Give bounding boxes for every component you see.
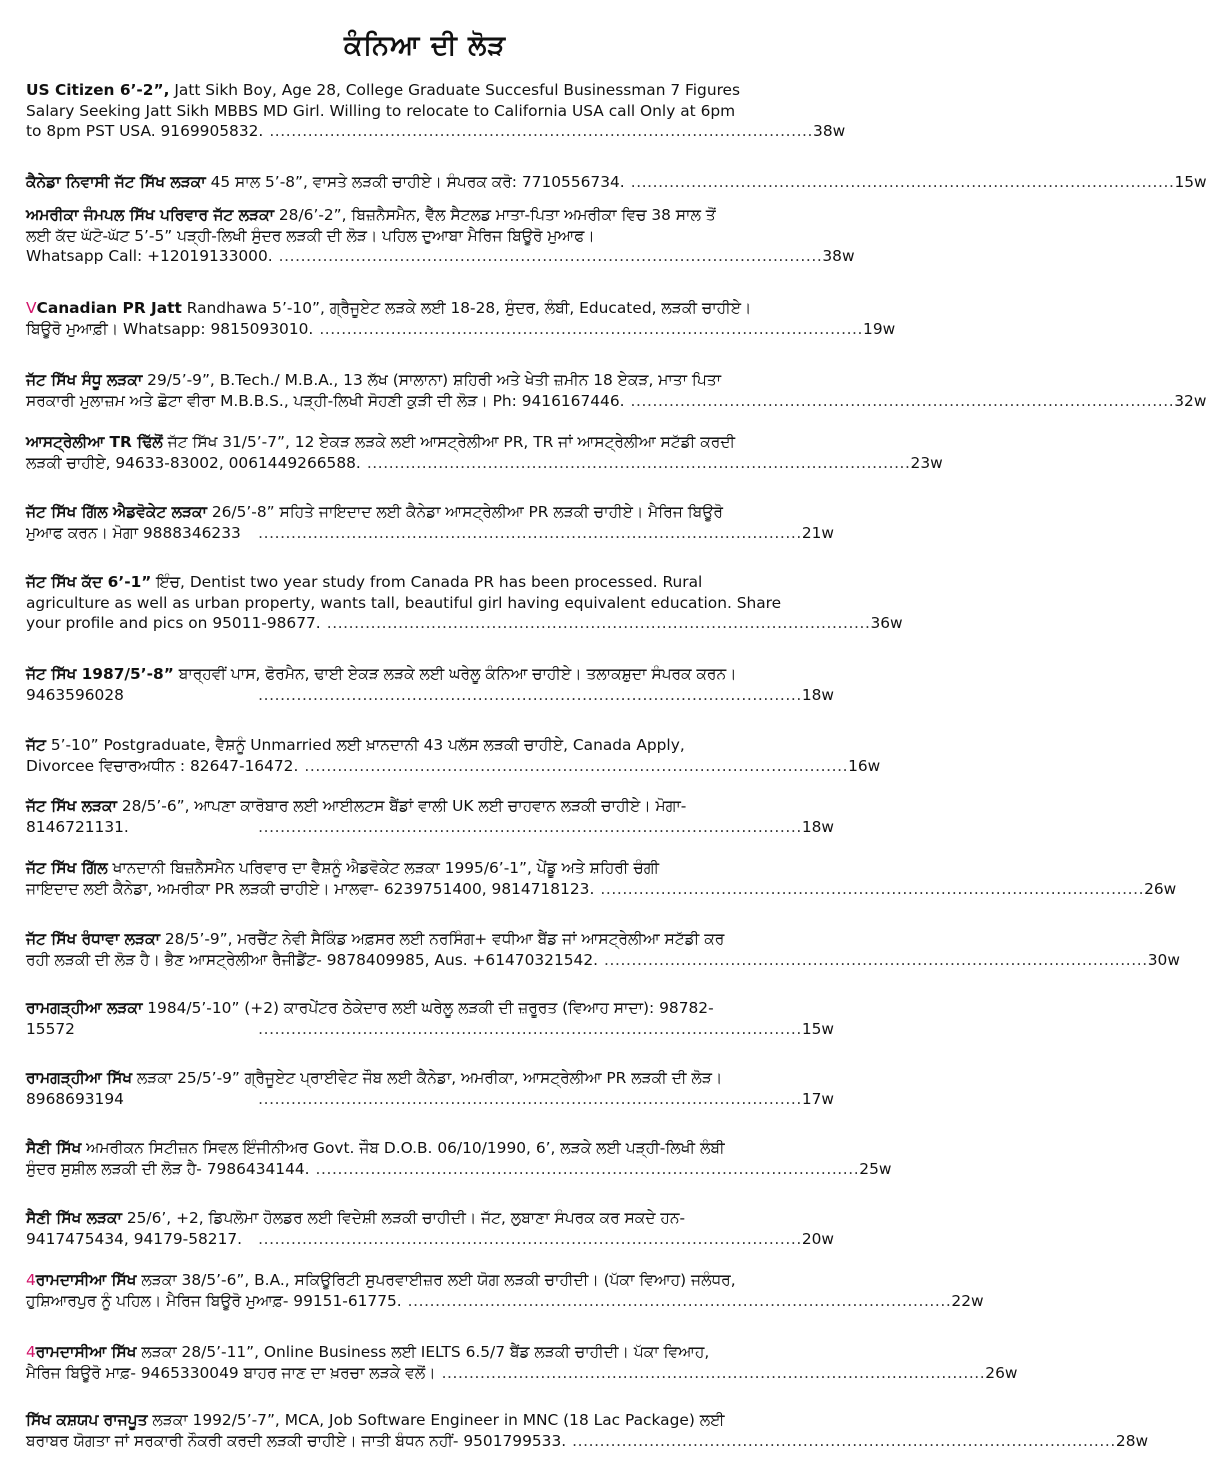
ad-line xyxy=(26,101,834,122)
ad-code: 15w xyxy=(801,1019,834,1038)
ad-marker: V xyxy=(26,299,37,317)
dot-leader: ................................................................................................... xyxy=(600,879,1145,898)
dot-leader: ................................................................................................... xyxy=(278,247,823,265)
ad-line xyxy=(26,613,903,634)
ad-line-text xyxy=(26,1271,736,1289)
classified-ad xyxy=(26,735,881,776)
ad-body-text: 28/5’-9”, ਮਰਚੈਂਟ ਨੇਵੀ ਸੈਕਿੰਡ ਅਫ਼ਸਰ ਲਈ ਨਰਸਿੰਗ+ ਵਧੀਆ ਬੈਂਡ ਜਾਂ ਆਸਟ੍ਰੇਲੀਆ ਸਟੱਡੀ ਕਰ xyxy=(159,930,725,948)
ad-heading: ਸਿੱਖ ਕਸ਼ਯਪ ਰਾਜਪੂਤ xyxy=(26,1411,148,1429)
page-title: ਕੰਨਿਆ ਦੀ ਲੋੜ xyxy=(343,30,507,61)
ad-body-text: ਇੰਚ, Dentist two year study from Canada PR has been processed. Rural xyxy=(151,573,703,591)
classified-ad xyxy=(26,1068,834,1109)
ad-line xyxy=(26,1138,834,1159)
classified-ad xyxy=(26,172,1207,193)
ad-line xyxy=(26,432,834,453)
ad-line xyxy=(26,453,943,474)
ad-body-text: 8968693194 xyxy=(26,1089,124,1108)
ad-line xyxy=(26,246,855,267)
ad-line xyxy=(26,298,834,319)
ad-code: 21w xyxy=(801,523,834,542)
ad-line xyxy=(26,1208,834,1229)
ad-line-text xyxy=(26,433,735,451)
ad-heading: ਜੱਟ ਸਿੱਖ 1987/5’-8” xyxy=(26,665,174,683)
dot-leader: ................................................................................................... xyxy=(630,173,1175,191)
ad-line-text xyxy=(26,613,321,634)
ad-body-text: 25/6’, +2, ਡਿਪਲੋਮਾ ਹੋਲਡਰ ਲਈ ਵਿਦੇਸ਼ੀ ਲੜਕੀ ਚਾਹੀਦੀ। ਜੱਟ, ਲੁਬਾਣਾ ਸੰਪਰਕ ਕਰ ਸਕਦੇ ਹਨ- xyxy=(121,1209,686,1227)
ad-line-text xyxy=(26,573,702,591)
ad-code: 23w xyxy=(910,453,943,472)
ad-line xyxy=(26,319,896,340)
ad-heading: ਜੱਟ ਸਿੱਖ ਲੜਕਾ xyxy=(26,797,117,815)
ad-body-text: ਬਾਰ੍ਹਵੀਂ ਪਾਸ, ਫੋਰਮੈਨ, ਢਾਈ ਏਕੜ ਲੜਕੇ ਲਈ ਘਰੇਲੂ ਕੰਨਿਆ ਚਾਹੀਏ। ਤਲਾਕਸ਼ੁਦਾ ਸੰਪਰਕ ਕਰਨ। xyxy=(173,665,737,683)
ad-marker: 4 xyxy=(26,1271,36,1289)
ad-marker: 4 xyxy=(26,1343,36,1361)
ad-line-text xyxy=(26,797,686,815)
ad-line-text xyxy=(26,817,129,838)
classified-ad xyxy=(26,1208,834,1249)
ad-line xyxy=(26,950,1180,971)
ad-code: 26w xyxy=(1144,879,1177,898)
ad-body-text: ਖਾਨਦਾਨੀ ਬਿਜ਼ਨੈਸਮੈਨ ਪਰਿਵਾਰ ਦਾ ਵੈਸ਼ਨੂੰ ਐਡਵੋਕੇਟ ਲੜਕਾ 1995/6’-1”, ਪੇਂਡੂ ਅਤੇ ਸ਼ਹਿਰੀ ਚੰਗੀ xyxy=(107,859,660,877)
ad-line xyxy=(26,685,834,706)
ad-body-text: ਲੜਕਾ 1992/5’-7”, MCA, Job Software Engineer in MNC (18 Lac Package) ਲਈ xyxy=(147,1411,725,1429)
ad-line-text xyxy=(26,1411,724,1429)
ad-body-text: Whatsapp Call: +12019133000. xyxy=(26,247,273,265)
ad-heading: ਕੈਨੇਡਾ ਨਿਵਾਸੀ ਜੱਟ ਸਿੱਖ ਲੜਕਾ xyxy=(26,173,206,191)
ad-line-text xyxy=(26,523,241,544)
ad-line-text xyxy=(26,453,361,474)
dot-leader: ................................................................................................... xyxy=(269,122,814,140)
ad-line xyxy=(26,998,834,1019)
classified-ad xyxy=(26,370,1207,411)
ad-line-text xyxy=(26,1209,685,1227)
ad-line-text xyxy=(26,1291,402,1312)
ad-heading: Canadian PR Jatt xyxy=(36,299,182,317)
classified-ad xyxy=(26,998,834,1039)
ad-line xyxy=(26,370,834,391)
classified-ad xyxy=(26,1342,1018,1383)
ad-code: 38w xyxy=(813,122,846,140)
ad-code: 15w xyxy=(1174,173,1207,191)
ad-line xyxy=(26,172,1207,193)
ad-line-text xyxy=(26,1139,725,1157)
classified-ad xyxy=(26,664,834,705)
ad-body-text: 8146721131. xyxy=(26,817,129,836)
classified-ad xyxy=(26,572,903,634)
dot-leader: ................................................................................................... xyxy=(326,614,871,632)
ad-body-text: 9417475434, 94179-58217. xyxy=(26,1229,243,1248)
ad-line xyxy=(26,1159,892,1180)
ad-code: 22w xyxy=(951,1291,984,1310)
dot-leader: ................................................................................................... xyxy=(366,453,911,472)
ad-line-text xyxy=(26,685,124,706)
ad-line xyxy=(26,817,834,838)
dot-leader: ................................................................................................... xyxy=(407,1291,952,1310)
ad-line-text xyxy=(26,319,313,340)
ad-line-text xyxy=(26,594,781,612)
ad-heading: ਰਾਮਗੜ੍ਹੀਆ ਸਿੱਖ xyxy=(26,1069,132,1087)
ad-code: 18w xyxy=(801,817,834,836)
ad-code: 25w xyxy=(859,1159,892,1178)
ad-code: 26w xyxy=(985,1363,1018,1382)
ad-line-text xyxy=(26,299,751,317)
ad-line xyxy=(26,664,834,685)
ad-line-text xyxy=(26,172,625,193)
ad-line-text xyxy=(26,930,724,948)
ad-heading: ਸੈਣੀ ਸਿੱਖ ਲੜਕਾ xyxy=(26,1209,122,1227)
ad-heading: ਜੱਟ ਸਿੱਖ ਸੰਧੂ ਲੜਕਾ xyxy=(26,371,143,389)
dot-leader: ................................................................................................... xyxy=(441,1363,986,1382)
ad-heading: ਸੈਣੀ ਸਿੱਖ xyxy=(26,1139,82,1157)
ad-line-text xyxy=(26,206,716,224)
ad-line-text xyxy=(26,1229,242,1250)
ad-line xyxy=(26,121,846,142)
ad-code: 19w xyxy=(863,319,896,338)
ad-line xyxy=(26,858,834,879)
ad-line-text xyxy=(26,227,595,245)
classified-ad xyxy=(26,1410,1149,1451)
ad-line xyxy=(26,593,834,614)
ad-body-text: Salary Seeking Jatt Sikh MBBS MD Girl. Willing to relocate to California USA call Only at 6pm xyxy=(26,101,736,120)
ad-body-text: 28/6’-2”, ਬਿਜ਼ਨੈਸਮੈਨ, ਵੈੱਲ ਸੈਟਲਡ ਮਾਤਾ-ਪਿਤਾ ਅਮਰੀਕਾ ਵਿਚ 38 ਸਾਲ ਤੋਂ xyxy=(273,206,716,224)
ad-body-text: ਲੜਕਾ 28/5’-11”, Online Business ਲਈ IELTS 6.5/7 ਬੈਂਡ ਲੜਕੀ ਚਾਹੀਦੀ। ਪੱਕਾ ਵਿਆਹ, xyxy=(136,1343,710,1361)
ad-code: 28w xyxy=(1115,1431,1149,1450)
ad-line-text xyxy=(26,1069,722,1087)
ad-line xyxy=(26,205,834,226)
ad-line xyxy=(26,796,834,817)
ad-body-text: 5’-10” Postgraduate, ਵੈਸ਼ਨੂੰ Unmarried ਲਈ ਖ਼ਾਨਦਾਨੀ 43 ਪਲੱਸ ਲੜਕੀ ਚਾਹੀਏ, Canada Apply, xyxy=(45,736,685,754)
ad-body-text: ਲੜਕਾ 38/5’-6”, B.A., ਸਕਿਊਰਿਟੀ ਸੁਪਰਵਾਈਜ਼ਰ ਲਈ ਯੋਗ ਲੜਕੀ ਚਾਹੀਦੀ। (ਪੱਕਾ ਵਿਆਹ) ਜਲੰਧਰ, xyxy=(136,1271,736,1289)
ad-line xyxy=(26,929,834,950)
ad-line xyxy=(26,1410,834,1431)
ad-line-text xyxy=(26,391,625,412)
ad-line-text xyxy=(26,371,721,389)
classified-ad xyxy=(26,298,896,339)
ad-heading: ਜੱਟ ਸਿੱਖ ਕੱਦ 6’-1” xyxy=(26,573,152,591)
ad-body-text: 15572 xyxy=(26,1019,75,1038)
ad-line-text xyxy=(26,1363,436,1384)
dot-leader: ................................................................................................... xyxy=(630,391,1175,410)
ad-line-text xyxy=(26,246,273,267)
ad-body-text: Divorcee ਵਿਚਾਰਅਧੀਨ : 82647-16472. xyxy=(26,756,299,775)
dot-leader: ................................................................................................... xyxy=(258,1089,802,1108)
ad-line-text xyxy=(26,121,263,142)
ad-code: 30w xyxy=(1147,950,1180,969)
classified-ad xyxy=(26,1270,984,1311)
ad-code: 32w xyxy=(1174,391,1207,410)
ad-line xyxy=(26,226,834,247)
ad-line-text xyxy=(26,950,598,971)
dot-leader: ................................................................................................... xyxy=(258,1019,802,1038)
ad-line xyxy=(26,1363,1018,1384)
ad-heading: ਰਾਮਦਾਸੀਆ ਸਿੱਖ xyxy=(35,1343,137,1361)
ad-line xyxy=(26,502,834,523)
ad-code: 18w xyxy=(801,685,834,704)
ad-heading: ਜੱਟ ਸਿੱਖ ਗਿੱਲ ਐਡਵੋਕੇਟ ਲੜਕਾ xyxy=(26,503,207,521)
ad-body-text: to 8pm PST USA. 9169905832. xyxy=(26,122,264,140)
ad-line-text xyxy=(26,879,594,900)
ad-code: 36w xyxy=(870,614,903,632)
ad-body-text: Randhawa 5’-10”, ਗ੍ਰੈਜੂਏਟ ਲੜਕੇ ਲਈ 18-28, ਸੁੰਦਰ, ਲੰਬੀ, Educated, ਲੜਕੀ ਚਾਹੀਏ। xyxy=(181,299,752,317)
ad-body-text: ਸਰਕਾਰੀ ਮੁਲਾਜ਼ਮ ਅਤੇ ਛੋਟਾ ਵੀਰਾ M.B.B.S., ਪੜ੍ਹੀ-ਲਿਖੀ ਸੋਹਣੀ ਕੁੜੀ ਦੀ ਲੋੜ। Ph: 9416167446. xyxy=(26,391,625,410)
ad-line xyxy=(26,1270,834,1291)
classified-ad xyxy=(26,205,855,267)
ad-line-text xyxy=(26,1089,124,1110)
ad-body-text: ਲੜਕੀ ਚਾਹੀਏ, 94633-83002, 0061449266588. xyxy=(26,453,361,472)
ad-code: 16w xyxy=(848,756,881,775)
ad-body-text: ਜੱਟ ਸਿੱਖ 31/5’-7”, 12 ਏਕੜ ਲੜਕੇ ਲਈ ਆਸਟ੍ਰੇਲੀਆ PR, TR ਜਾਂ ਆਸਟ੍ਰੇਲੀਆ ਸਟੱਡੀ ਕਰਦੀ xyxy=(162,433,736,451)
ad-line xyxy=(26,523,834,544)
ad-body-text: 28/5’-6”, ਆਪਣਾ ਕਾਰੋਬਾਰ ਲਈ ਆਈਲਟਸ ਬੈਂਡਾਂ ਵਾਲੀ UK ਲਈ ਚਾਹਵਾਨ ਲੜਕੀ ਚਾਹੀਏ। ਮੋਗਾ- xyxy=(116,797,687,815)
ad-line-text xyxy=(26,1343,709,1361)
ad-line-text xyxy=(26,503,723,521)
ad-code: 17w xyxy=(801,1089,834,1108)
ad-heading: ਜੱਟ ਸਿੱਖ ਗਿੱਲ xyxy=(26,859,108,877)
classified-ad xyxy=(26,858,1177,899)
ad-body-text: Jatt Sikh Boy, Age 28, College Graduate Succesful Businessman 7 Figures xyxy=(169,81,741,99)
classified-ad xyxy=(26,502,834,543)
ad-code: 38w xyxy=(822,247,855,265)
ad-line xyxy=(26,1089,834,1110)
ad-body-text: ਮੁਆਫ ਕਰਨ। ਮੋਗਾ 9888346233 xyxy=(26,523,241,542)
dot-leader: ................................................................................................... xyxy=(319,319,864,338)
dot-leader: ................................................................................................... xyxy=(315,1159,860,1178)
ad-line-text xyxy=(26,1019,75,1040)
ad-heading: ਜੱਟ ਸਿੱਖ ਰੰਧਾਵਾ ਲੜਕਾ xyxy=(26,930,160,948)
ad-heading: US Citizen 6’-2”, xyxy=(26,81,170,99)
ad-line-text xyxy=(26,1159,310,1180)
ad-line-text xyxy=(26,102,735,120)
ad-line xyxy=(26,80,834,101)
ad-line-text xyxy=(26,756,298,777)
dot-leader: ................................................................................................... xyxy=(258,685,802,704)
ad-line xyxy=(26,391,1207,412)
ad-body-text: 1984/5’-10” (+2) ਕਾਰਪੇਂਟਰ ਠੇਕੇਦਾਰ ਲਈ ਘਰੇਲੂ ਲੜਕੀ ਦੀ ਜ਼ਰੂਰਤ (ਵਿਆਹ ਸਾਦਾ): 98782- xyxy=(142,999,714,1017)
ad-line xyxy=(26,572,834,593)
classified-ad xyxy=(26,796,834,837)
ad-body-text: ਰਹੀ ਲੜਕੀ ਦੀ ਲੋੜ ਹੈ। ਭੈਣ ਆਸਟ੍ਰੇਲੀਆ ਰੈਜੀਡੈਂਟ- 9878409985, Aus. +61470321542. xyxy=(26,950,599,969)
ad-body-text: ਮੈਰਿਜ ਬਿਊਰੋ ਮਾਫ਼- 9465330049 ਬਾਹਰ ਜਾਣ ਦਾ ਖ਼ਰਚਾ ਲੜਕੇ ਵਲੋਂ। xyxy=(26,1363,436,1382)
ad-heading: ਆਸਟ੍ਰੇਲੀਆ TR ਢਿੱਲੋਂ xyxy=(26,433,163,451)
ad-heading: ਜੱਟ xyxy=(26,736,46,754)
ad-body-text: 29/5’-9”, B.Tech./ M.B.A., 13 ਲੱਖ (ਸਾਲਾਨਾ) ਸ਼ਹਿਰੀ ਅਤੇ ਖੇਤੀ ਜ਼ਮੀਨ 18 ਏਕੜ, ਮਾਤਾ ਪਿਤਾ xyxy=(142,371,722,389)
ad-line-text xyxy=(26,859,659,877)
ad-heading: ਰਾਮਗੜ੍ਹੀਆ ਲੜਕਾ xyxy=(26,999,143,1017)
ad-line-text xyxy=(26,1431,566,1452)
ad-body-text: your profile and pics on 95011-98677. xyxy=(26,614,321,632)
ad-line xyxy=(26,1291,984,1312)
ad-body-text: 45 ਸਾਲ 5’-8”, ਵਾਸਤੇ ਲੜਕੀ ਚਾਹੀਏ। ਸੰਪਰਕ ਕਰੋ: 7710556734. xyxy=(205,173,625,191)
dot-leader: ................................................................................................... xyxy=(258,817,802,836)
ad-body-text: ਅਮਰੀਕਨ ਸਿਟੀਜ਼ਨ ਸਿਵਲ ਇੰਜੀਨੀਅਰ Govt. ਜੌਬ D.O.B. 06/10/1990, 6’, ਲੜਕੇ ਲਈ ਪੜ੍ਹੀ-ਲਿਖੀ ਲੰਬੀ xyxy=(81,1139,725,1157)
dot-leader: ................................................................................................... xyxy=(258,523,802,542)
ad-heading: ਅਮਰੀਕਾ ਜੰਮਪਲ ਸਿੱਖ ਪਰਿਵਾਰ ਜੱਟ ਲੜਕਾ xyxy=(26,206,274,224)
ad-line xyxy=(26,1431,1149,1452)
ad-line xyxy=(26,1068,834,1089)
ad-body-text: ਜਾਇਦਾਦ ਲਈ ਕੈਨੇਡਾ, ਅਮਰੀਕਾ PR ਲੜਕੀ ਚਾਹੀਏ। ਮਾਲਵਾ- 6239751400, 9814718123. xyxy=(26,879,595,898)
dot-leader: ................................................................................................... xyxy=(258,1229,802,1248)
ad-line-text xyxy=(26,81,740,99)
ad-line xyxy=(26,735,834,756)
ad-body-text: ਲਈ ਕੱਦ ਘੱਟੋ-ਘੱਟ 5’-5” ਪੜ੍ਹੀ-ਲਿਖੀ ਸੁੰਦਰ ਲੜਕੀ ਦੀ ਲੋੜ। ਪਹਿਲ ਦੁਆਬਾ ਮੈਰਿਜ ਬਿਊਰੋ ਮੁਆਫ। xyxy=(26,226,595,245)
dot-leader: ................................................................................................... xyxy=(304,756,849,775)
ad-body-text: ਬਰਾਬਰ ਯੋਗਤਾ ਜਾਂ ਸਰਕਾਰੀ ਨੌਕਰੀ ਕਰਦੀ ਲੜਕੀ ਚਾਹੀਏ। ਜਾਤੀ ਬੰਧਨ ਨਹੀਂ- 9501799533. xyxy=(26,1431,567,1450)
ad-line-text xyxy=(26,665,736,683)
ad-body-text: 26/5’-8” ਸਹਿਤੇ ਜਾਇਦਾਦ ਲਈ ਕੈਨੇਡਾ ਆਸਟ੍ਰੇਲੀਆ PR ਲੜਕੀ ਚਾਹੀਏ। ਮੈਰਿਜ ਬਿਊਰੋ xyxy=(206,503,723,521)
ad-line xyxy=(26,879,1177,900)
classified-ad xyxy=(26,80,846,142)
ad-code: 20w xyxy=(801,1229,834,1248)
ad-body-text: ਹੁਸ਼ਿਆਰਪੁਰ ਨੂੰ ਪਹਿਲ। ਮੈਰਿਜ ਬਿਊਰੋ ਮੁਆਫ਼- 99151-61775. xyxy=(26,1291,402,1310)
classified-ad xyxy=(26,929,1180,970)
ad-body-text: ਬਿਊਰੋ ਮੁਆਫ਼ੀ। Whatsapp: 9815093010. xyxy=(26,319,314,338)
ad-heading: ਰਾਮਦਾਸੀਆ ਸਿੱਖ xyxy=(35,1271,137,1289)
ad-line xyxy=(26,1229,834,1250)
ad-line-text xyxy=(26,999,714,1017)
dot-leader: ................................................................................................... xyxy=(572,1431,1116,1450)
classified-ad xyxy=(26,432,943,473)
ad-line xyxy=(26,1019,834,1040)
dot-leader: ................................................................................................... xyxy=(604,950,1148,969)
classified-ad xyxy=(26,1138,892,1179)
ad-body-text: 9463596028 xyxy=(26,685,124,704)
ad-line xyxy=(26,756,881,777)
ad-body-text: ਸੁੰਦਰ ਸੁਸ਼ੀਲ ਲੜਕੀ ਦੀ ਲੋੜ ਹੈ- 7986434144. xyxy=(26,1159,310,1178)
ad-line xyxy=(26,1342,834,1363)
ad-line-text xyxy=(26,736,685,754)
ad-body-text: ਲੜਕਾ 25/5’-9” ਗ੍ਰੈਜੂਏਟ ਪ੍ਰਾਈਵੇਟ ਜੌਬ ਲਈ ਕੈਨੇਡਾ, ਅਮਰੀਕਾ, ਆਸਟ੍ਰੇਲੀਆ PR ਲੜਕੀ ਦੀ ਲੋੜ। xyxy=(131,1069,723,1087)
ad-body-text: agriculture as well as urban property, wants tall, beautiful girl having equivalent education. Share xyxy=(26,593,782,612)
